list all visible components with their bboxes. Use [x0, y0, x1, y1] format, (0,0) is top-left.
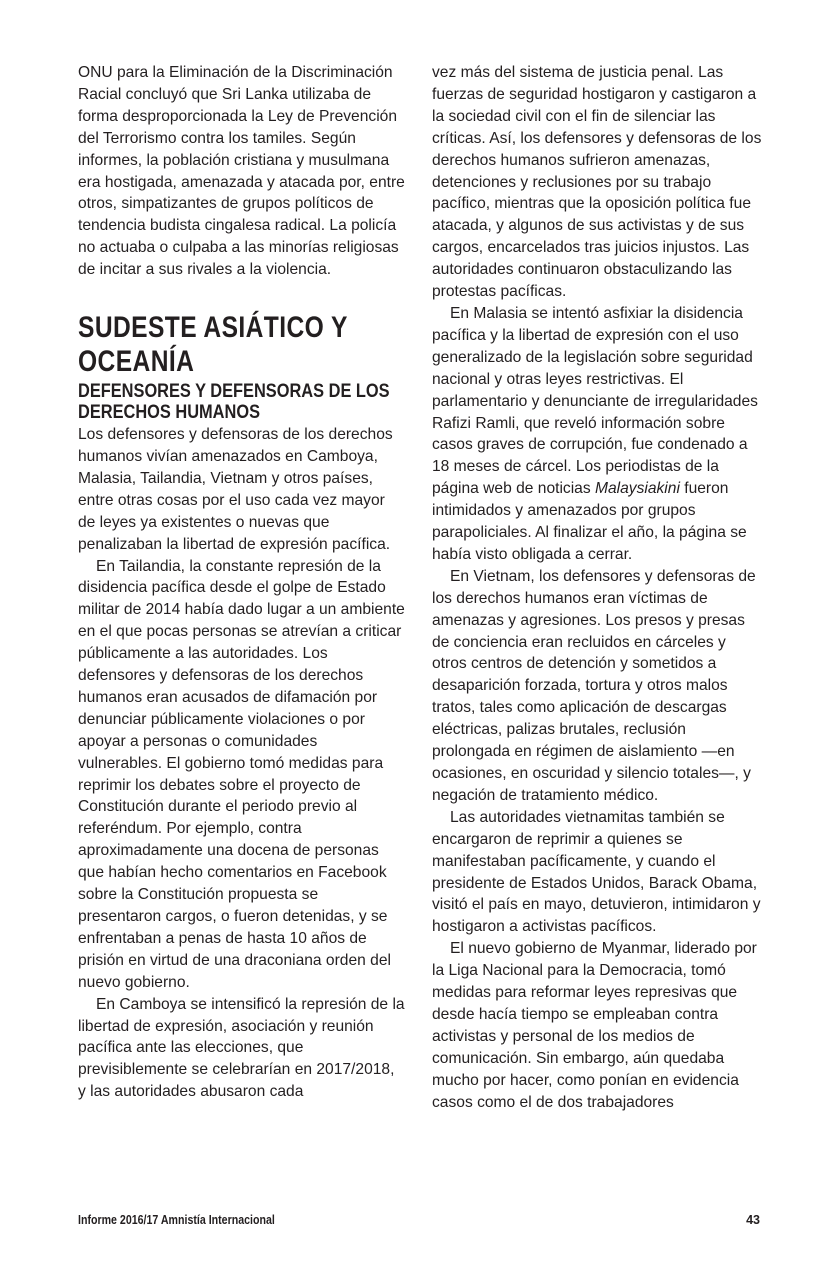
body-paragraph: En Camboya se intensificó la represión de la libertad de expresión, asociación y reunión pacífica ante las elecciones, que previsiblemente se celebrarían en 2017/2018, y las autoridades abusaron cada — [78, 995, 405, 1101]
paragraph-text: En Malasia se intentó asfixiar la disidencia pacífica y la libertad de expresión con el uso generalizado de la legislación sobre seguridad nacional y otras leyes restrictivas. El parlamentario y denunciante de irregularidades Rafizi Ramli, que reveló información sobre casos graves de corrupción, fue condenado a 18 meses de cárcel. Los periodistas de la página web de noticias — [432, 304, 758, 498]
left-column — [78, 62, 405, 1103]
right-column — [432, 62, 762, 1114]
footer-publication: Informe 2016/17 Amnistía Internacional — [78, 1213, 275, 1227]
intro-paragraph: ONU para la Eliminación de la Discriminación Racial concluyó que Sri Lanka utilizaba de forma desproporcionada la Ley de Prevención del Terrorismo contra los tamiles. Según informes, la población cristiana y musulmana era hostigada, amenazada y atacada por, entre otros, simpatizantes de grupos políticos de tendencia budista cingalesa radical. La policía no actuaba o culpaba a las minorías religiosas de incitar a sus rivales a la violencia. — [78, 64, 405, 279]
subsection-title: DEFENSORES Y DEFENSORAS DE LOS DERECHOS HUMANOS — [78, 380, 390, 424]
body-paragraph: En Vietnam, los defensores y defensoras de los derechos humanos eran víctimas de amenazas y agresiones. Los presos y presas de conciencia eran recluidos en cárceles y otros centros de detención y sometidos a desaparición forzada, tortura y otros malos tratos, tales como aplicación de descargas eléctricas, palizas brutales, reclusión prolongada en régimen de aislamiento —en ocasiones, en oscuridad y silencio totales—, y negación de tratamiento médico. — [432, 567, 756, 804]
body-paragraph-malaysia — [432, 303, 762, 566]
body-paragraph: Las autoridades vietnamitas también se encargaron de reprimir a quienes se manifestaban pacíficamente, y cuando el presidente de Estados Unidos, Barack Obama, visitó el país en mayo, detuvieron, intimidaron y hostigaron a activistas pacíficos. — [432, 808, 761, 936]
paragraph-text: fueron intimidados y amenazados por grupos parapoliciales. Al finalizar el año, la página se había visto obligada a cerrar. — [432, 480, 747, 563]
body-paragraph: El nuevo gobierno de Myanmar, liderado por la Liga Nacional para la Democracia, tomó medidas para reformar leyes represivas que desde hacía tiempo se empleaban contra activistas y personal de los medios de comunicación. Sin embargo, aún quedaba mucho por hacer, como ponían en evidencia casos como el de dos trabajadores — [432, 940, 757, 1111]
section-title: SUDESTE ASIÁTICO Y OCEANÍA — [78, 311, 348, 379]
body-paragraph: En Tailandia, la constante represión de la disidencia pacífica desde el golpe de Estado militar de 2014 había dado lugar a un ambiente en el que pocas personas se atrevían a criticar públicamente a las autoridades. Los defensores y defensoras de los derechos humanos eran acusados de difamación por denunciar públicamente violaciones o por apoyar a personas o comunidades vulnerables. El gobierno tomó medidas para reprimir los debates sobre el proyecto de Constitución durante el periodo previo al referéndum. Por ejemplo, contra aproximadamente una docena de personas que habían hecho comentarios en Facebook sobre la Constitución propuesta se presentaron cargos, o fueron detenidas, y se enfrentaban a penas de hasta 10 años de prisión en virtud de una draconiana orden del nuevo gobierno. — [78, 557, 405, 991]
body-paragraph: vez más del sistema de justicia penal. Las fuerzas de seguridad hostigaron y castigaron a la sociedad civil con el fin de silenciar las críticas. Así, los defensores y defensoras de los derechos humanos sufrieron amenazas, detenciones y reclusiones por su trabajo pacífico, mientras que la oposición política fue atacada, y algunos de sus activistas y de sus cargos, encarcelados tras juicios injustos. Las autoridades continuaron obstaculizando las protestas pacíficas. — [432, 64, 762, 301]
body-paragraph: Los defensores y defensoras de los derechos humanos vivían amenazados en Camboya, Malasia, Tailandia, Vietnam y otros países, entre otras cosas por el uso cada vez mayor de leyes ya existentes o nuevas que penalizaban la libertad de expresión pacífica. — [78, 426, 393, 553]
page-number: 43 — [746, 1213, 760, 1227]
publication-name: Malaysiakini — [594, 480, 680, 498]
